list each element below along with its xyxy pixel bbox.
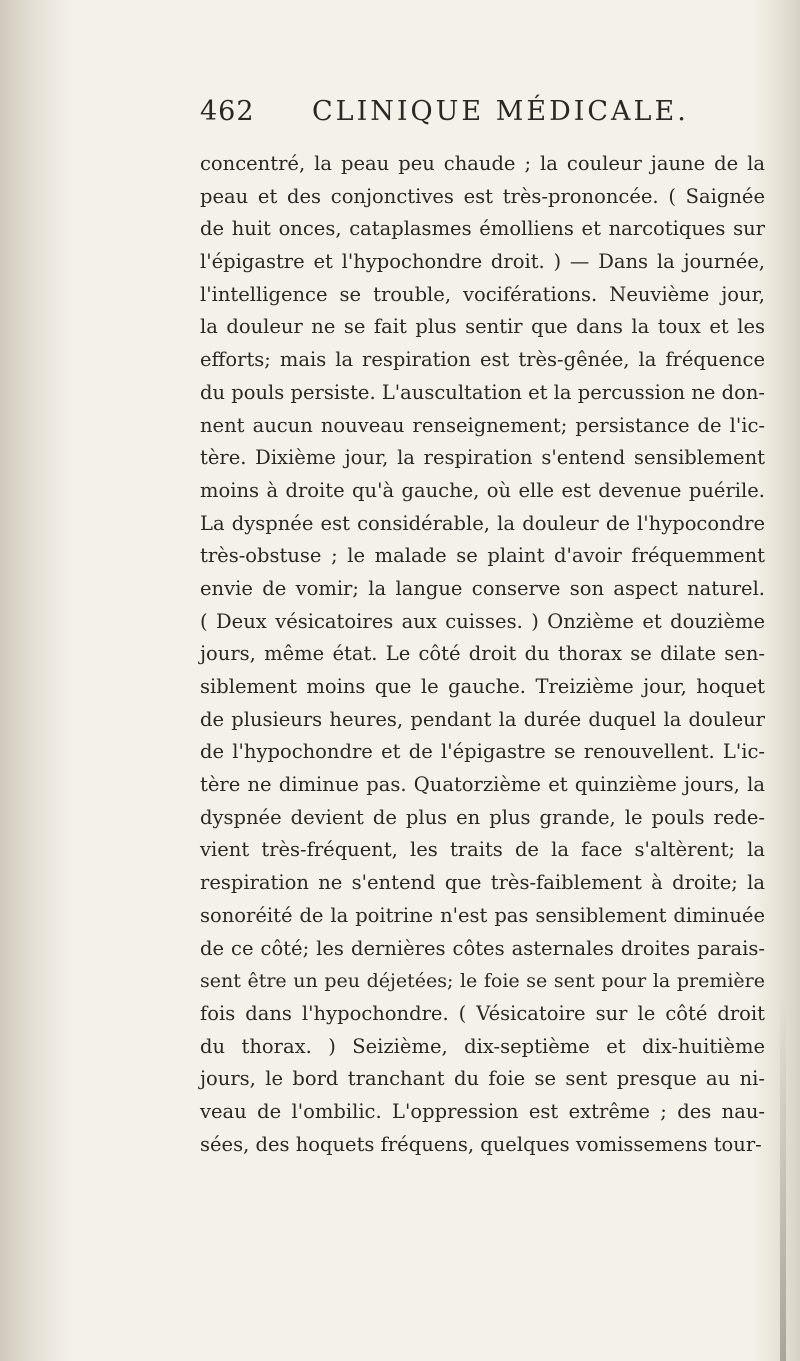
text-line: la douleur ne se fait plus sentir que dans la toux et les	[200, 315, 765, 339]
text-line: moins à droite qu'à gauche, où elle est devenue puérile.	[200, 478, 765, 502]
text-line: La dyspnée est considérable, la douleur de l'hypocondre	[200, 511, 765, 535]
text-line: l'intelligence se trouble, vociférations. Neuvième jour,	[200, 282, 765, 306]
text-line: l'épigastre et l'hypochondre droit. ) — Dans la journée,	[200, 250, 765, 274]
text-line: sonoréité de la poitrine n'est pas sensiblement diminuée	[200, 903, 765, 927]
text-line: sées, des hoquets fréquens, quelques vomissemens tour-	[200, 1132, 762, 1156]
text-line: veau de l'ombilic. L'oppression est extrême ; des nau-	[200, 1099, 765, 1123]
text-line: fois dans l'hypochondre. ( Vésicatoire sur le côté droit	[200, 1001, 765, 1025]
text-line: de plusieurs heures, pendant la durée duquel la douleur	[200, 707, 765, 731]
text-line: nent aucun nouveau renseignement; persistance de l'ic-	[200, 413, 765, 437]
page-header	[200, 96, 760, 136]
text-line: respiration ne s'entend que très-faiblement à droite; la	[200, 871, 765, 895]
text-line: tère. Dixième jour, la respiration s'entend sensiblement	[200, 446, 765, 470]
page-number: 462	[200, 96, 255, 127]
text-line: de l'hypochondre et de l'épigastre se renouvellent. L'ic-	[200, 740, 765, 764]
text-line: très-obstuse ; le malade se plaint d'avoir fréquemment	[200, 544, 765, 568]
text-line: concentré, la peau peu chaude ; la couleur jaune de la	[200, 152, 765, 175]
text-line: de ce côté; les dernières côtes asternales droites parais-	[200, 936, 765, 960]
text-line: vient très-fréquent, les traits de la face s'altèrent; la	[200, 838, 765, 862]
text-line: peau et des conjonctives est très-prononcée. ( Saignée	[200, 184, 765, 208]
text-line: tère ne diminue pas. Quatorzième et quinzième jours, la	[200, 773, 765, 797]
text-line: siblement moins que le gauche. Treizième jour, hoquet	[200, 675, 765, 698]
text-line: sent être un peu déjetées; le foie se sent pour la première	[200, 970, 765, 993]
text-line: du thorax. ) Seizième, dix-septième et dix-huitième	[200, 1034, 765, 1058]
text-line: jours, même état. Le côté droit du thorax se dilate sen-	[200, 642, 765, 666]
text-line: de huit onces, cataplasmes émolliens et narcotiques sur	[200, 217, 765, 241]
text-line: du pouls persiste. L'auscultation et la percussion ne don-	[200, 380, 765, 404]
text-line: dyspnée devient de plus en plus grande, le pouls rede-	[200, 805, 765, 829]
text-line: envie de vomir; la langue conserve son aspect naturel.	[200, 576, 765, 600]
text-line: ( Deux vésicatoires aux cuisses. ) Onzième et douzième	[200, 609, 765, 633]
text-line: jours, le bord tranchant du foie se sent presque au ni-	[200, 1067, 765, 1091]
body-text	[200, 148, 765, 1161]
running-title: CLINIQUE MÉDICALE.	[312, 96, 689, 127]
text-line: efforts; mais la respiration est très-gênée, la fréquence	[200, 348, 765, 372]
